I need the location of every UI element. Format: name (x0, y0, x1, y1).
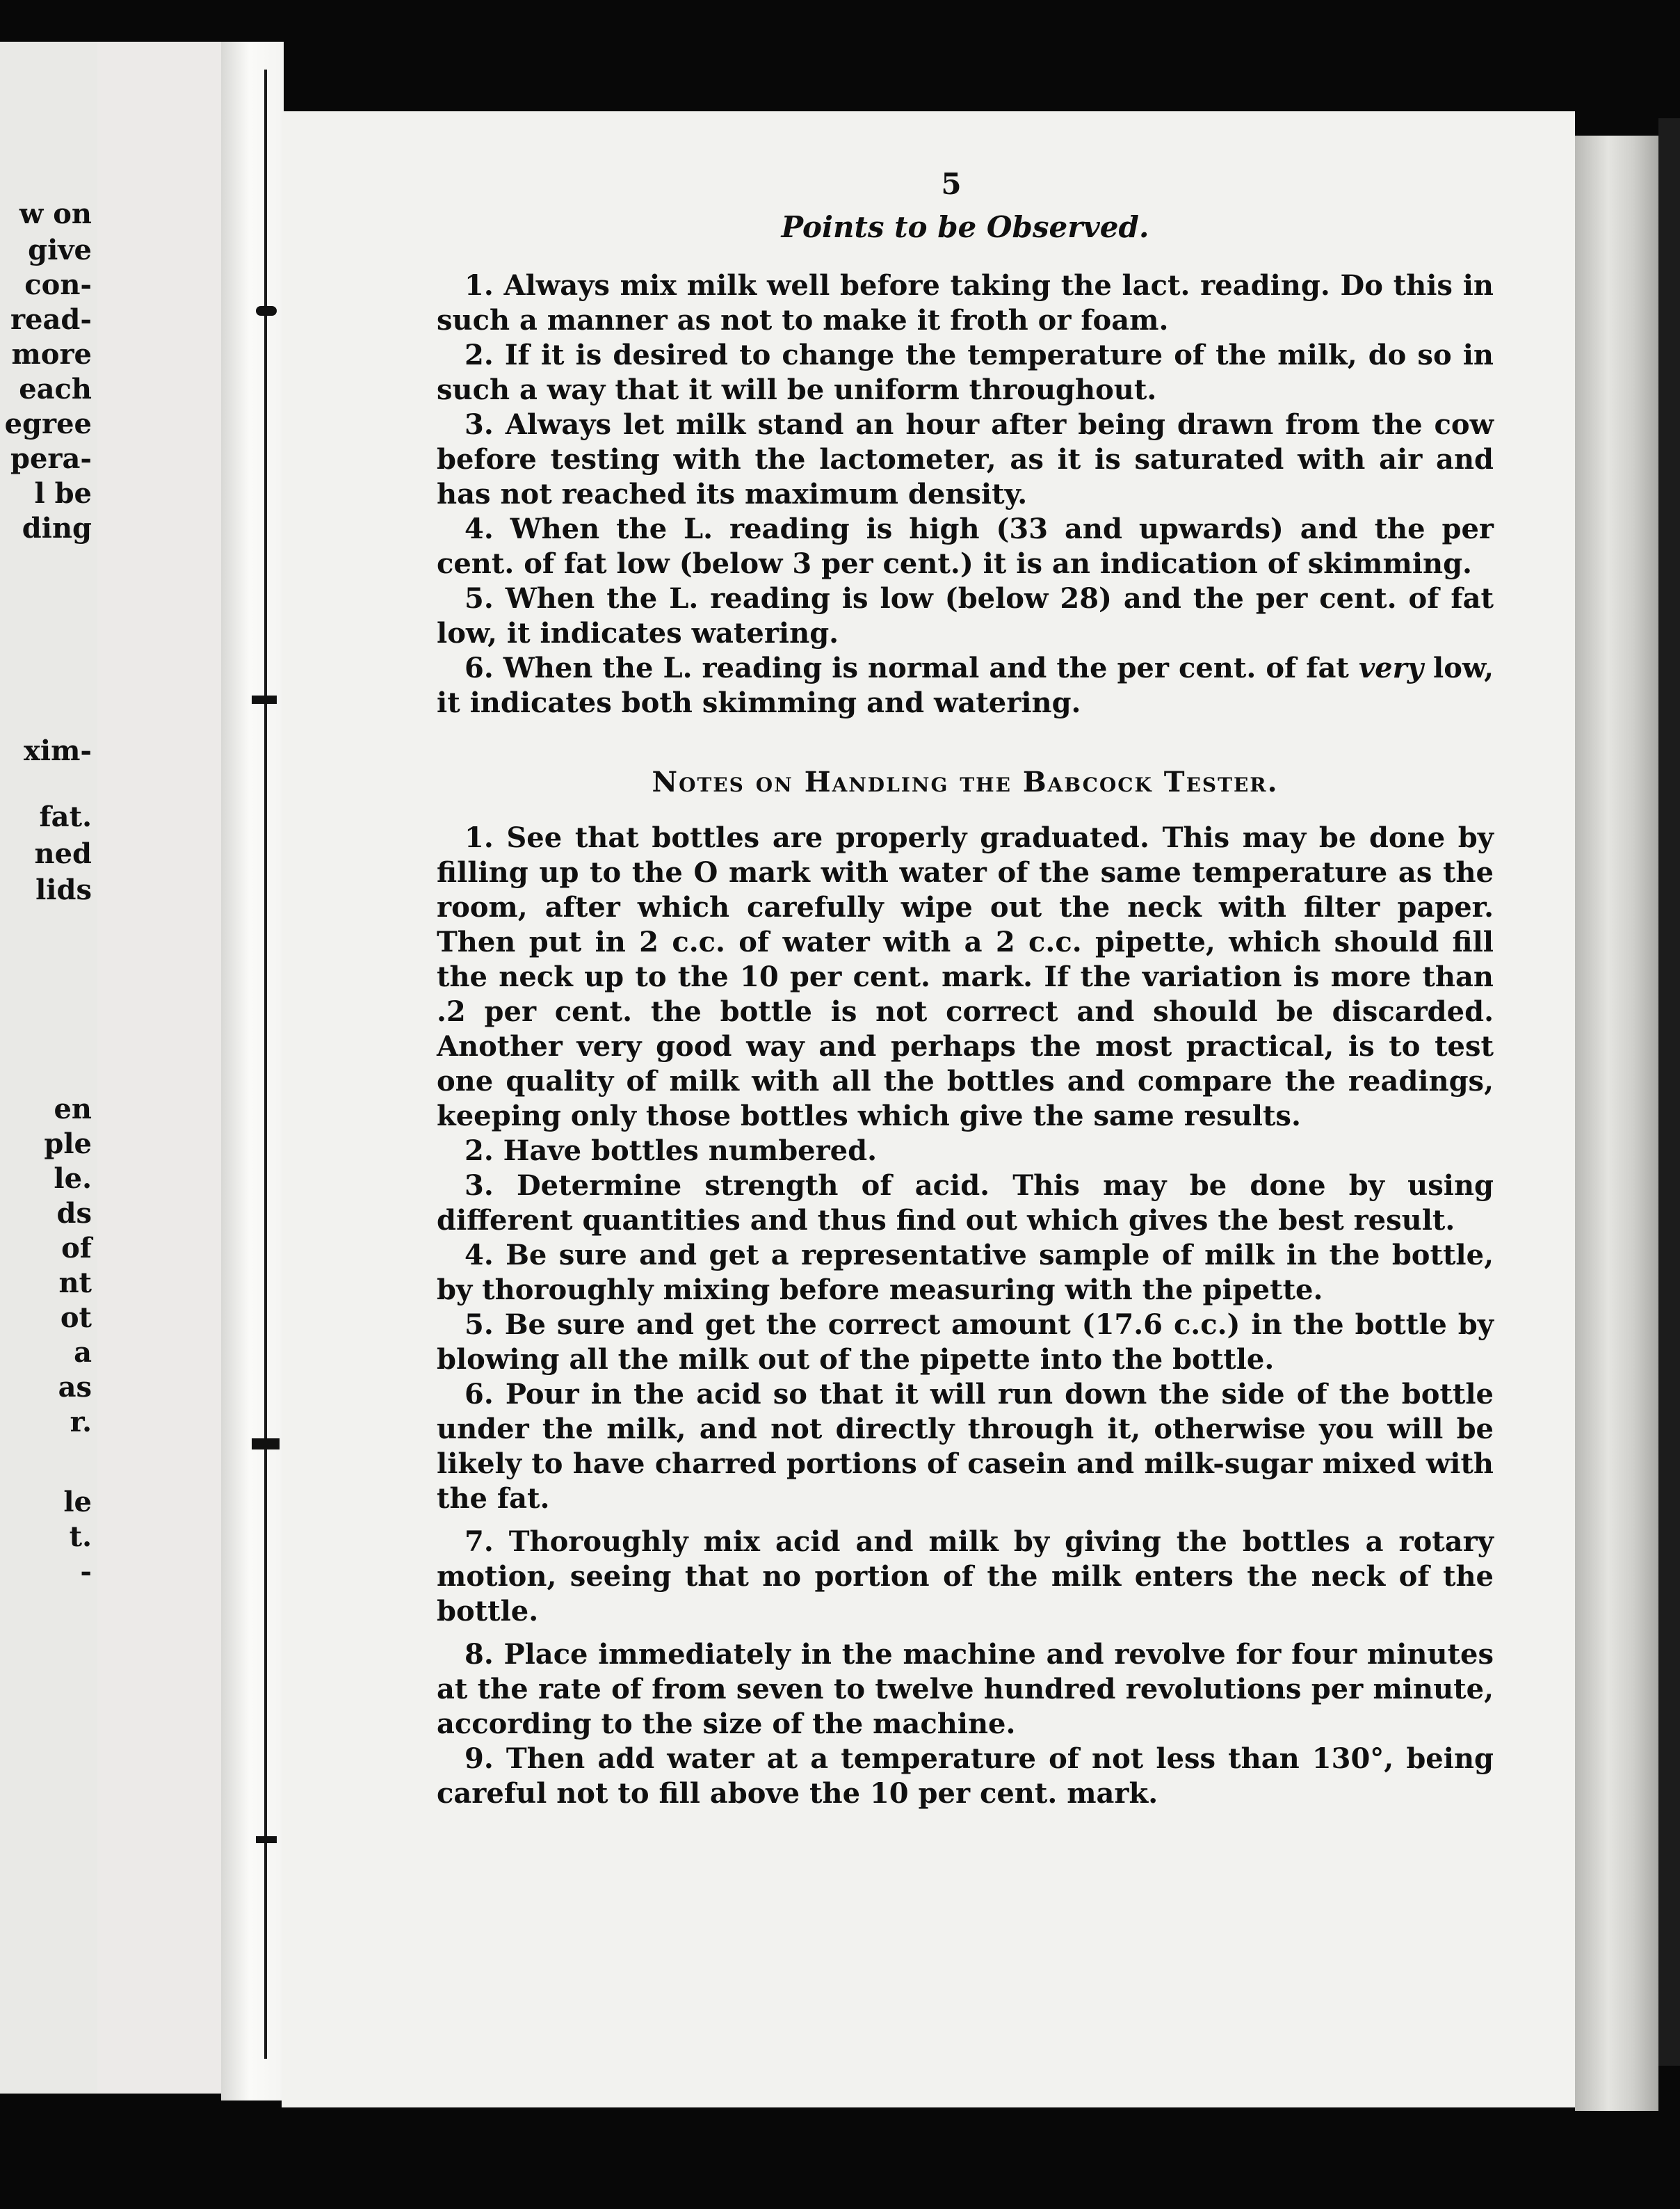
binding-stitch (252, 1438, 280, 1449)
left-page-text-fragment: r. (70, 1406, 92, 1438)
left-page-text-fragment: pera- (10, 442, 92, 475)
left-page-text-fragment: nt (58, 1267, 92, 1299)
list-item: 4. When the L. reading is high (33 and upwards) and the per cent. of fat low (below 3 per cent.) it is an indication of skimming. (437, 513, 1494, 580)
section-title-points: Points to be Observed. (781, 210, 1149, 244)
left-page-text-fragment: ned (34, 837, 92, 870)
list-item-text: 6. When the L. reading is normal and the per cent. of fat (465, 652, 1349, 684)
left-page-text-fragment: xim- (24, 734, 92, 767)
book-gutter (221, 42, 284, 2100)
page-edge-stack (1575, 136, 1658, 2111)
list-item: 1. Always mix milk well before taking the lact. reading. Do this in such a manner as not to make it froth or foam. (437, 269, 1494, 337)
left-page-text-fragment: of (61, 1232, 92, 1264)
page-number: 5 (941, 167, 962, 201)
left-page-text-fragment: - (80, 1555, 92, 1588)
binding-stitch (256, 1836, 277, 1843)
left-page-text-fragment: each (19, 373, 92, 405)
section-heading-babcock: Notes on Handling the Babcock Tester. (652, 766, 1279, 798)
list-item: 3. Always let milk stand an hour after being drawn from the cow before testing with the lactometer, as it is saturated with air and has not reached its maximum density. (437, 408, 1494, 511)
list-item: 5. When the L. reading is low (below 28) and the per cent. of fat low, it indicates watering. (437, 582, 1494, 650)
left-page-text-fragment: read- (10, 303, 92, 336)
left-page-text-fragment: l be (34, 477, 92, 510)
list-item: 2. Have bottles numbered. (465, 1134, 878, 1167)
left-page-text-fragment: con- (24, 268, 92, 301)
left-page-fragment (0, 42, 229, 2094)
list-item: 4. Be sure and get a representative sample of milk in the bottle, by thoroughly mixing before measuring with the pipette. (437, 1239, 1494, 1306)
emphasized-word: very (1358, 652, 1423, 684)
left-page-text-fragment: w on (19, 198, 92, 230)
left-page-margin (97, 42, 229, 2094)
left-page-text-fragment: le. (54, 1162, 92, 1195)
list-item (437, 651, 1494, 721)
left-page-text-fragment: as (58, 1371, 92, 1404)
list-item: 7. Thoroughly mix acid and milk by giving the bottles a rotary motion, seeing that no portion of the milk enters the neck of the bottle. (437, 1525, 1494, 1628)
binding-stitch (256, 306, 277, 316)
left-page-text-fragment: more (11, 338, 92, 371)
left-page-text-fragment: en (54, 1093, 92, 1125)
page-content (437, 167, 1494, 1811)
left-page-text-fragment: lids (35, 874, 92, 906)
binding-thread (264, 70, 267, 2059)
left-page-text-fragment: le (63, 1486, 92, 1518)
left-page-text-fragment: ot (60, 1301, 92, 1334)
left-page-text-fragment: ple (44, 1127, 92, 1160)
left-page-text-fragment: ds (56, 1197, 92, 1230)
list-item: 5. Be sure and get the correct amount (17.6 c.c.) in the bottle by blowing all the milk out of the pipette into the bottle. (437, 1308, 1494, 1376)
left-page-text-fragment: give (28, 234, 92, 266)
list-item-text: low, it indicates both skimming and watering. (437, 652, 1494, 719)
left-page-text-fragment: ding (22, 512, 92, 545)
list-item: 6. Pour in the acid so that it will run down the side of the bottle under the milk, and not directly through it, otherwise you will be likely to have charred portions of casein and milk-sugar mixed with the fat. (437, 1378, 1494, 1515)
list-item: 2. If it is desired to change the temperature of the milk, do so in such a way that it will be uniform throughout. (437, 339, 1494, 406)
list-item: 1. See that bottles are properly graduated. This may be done by filling up to the O mark with water of the same temperature as the room, after which carefully wipe out the neck with filter paper. Then put in 2 c.c. of water with a 2 c.c. pipette, which should fill the neck up to the 10 per cent. mark. If the variation is more than .2 per cent. the bottle is not correct and should be discarded. Another very good way and perhaps the most practical, is to test one quality of milk with all the bottles and compare the readings, keeping only those bottles which give the same results. (437, 821, 1494, 1132)
book-cover-edge (1658, 118, 1680, 2066)
list-item: 9. Then add water at a temperature of not less than 130°, being careful not to fill above the 10 per cent. mark. (437, 1742, 1494, 1810)
left-page-text-fragment: egree (4, 408, 92, 440)
list-item: 8. Place immediately in the machine and revolve for four minutes at the rate of from seven to twelve hundred revolutions per minute, according to the size of the machine. (437, 1638, 1494, 1740)
list-item: 3. Determine strength of acid. This may be done by using different quantities and thus find out which gives the best result. (437, 1169, 1494, 1237)
left-page-text-fragment: a (74, 1336, 92, 1369)
binding-stitch (252, 696, 277, 704)
left-page-text-fragment: fat. (39, 801, 92, 833)
left-page-text-fragment: t. (69, 1520, 92, 1553)
